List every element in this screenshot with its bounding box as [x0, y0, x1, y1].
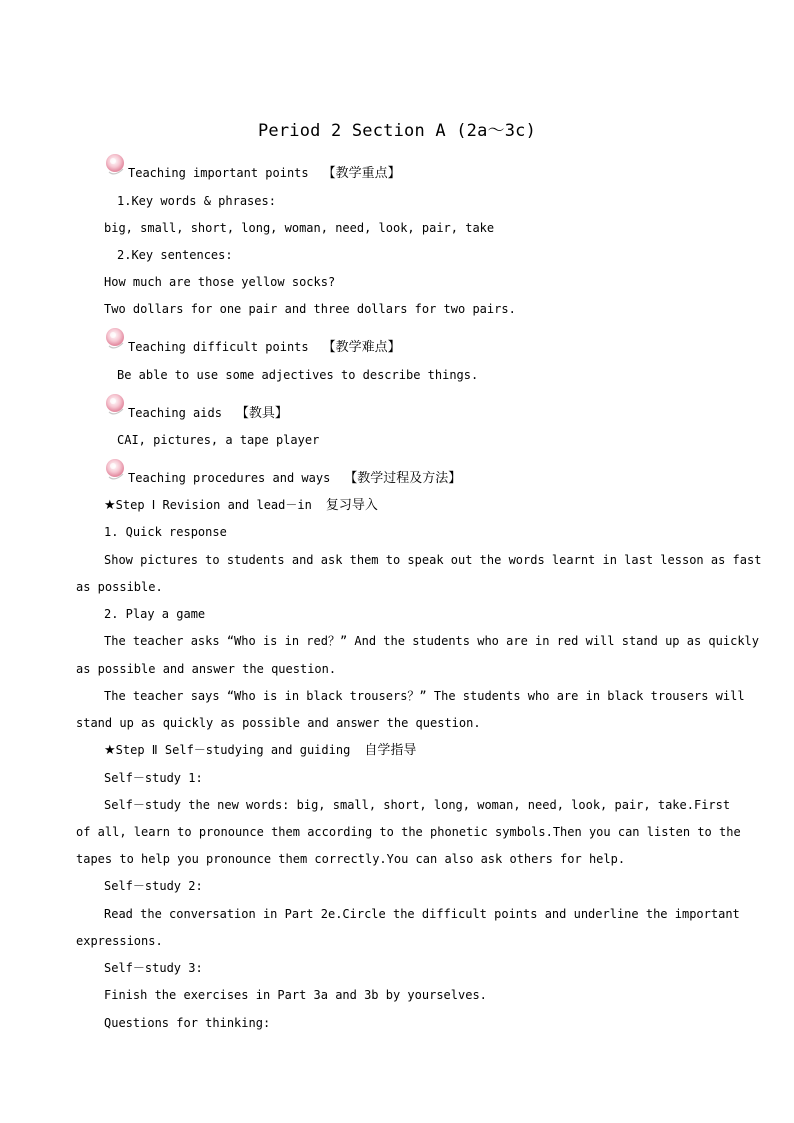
- flower-bullet-icon: [103, 392, 129, 418]
- paragraph-line: expressions.: [76, 934, 163, 948]
- step-label: Step Ⅱ Self－studying and guiding: [115, 743, 351, 757]
- flower-bullet-icon: [103, 326, 129, 352]
- key-sentences-label: 2.Key sentences:: [117, 248, 233, 262]
- paragraph-line: as possible and answer the question.: [76, 662, 337, 676]
- step-label-cn: 复习导入: [325, 498, 378, 513]
- key-sentence: Two dollars for one pair and three dollars for two pairs.: [104, 302, 516, 316]
- section-label-cn: 【教学过程及方法】: [344, 471, 462, 486]
- step-heading: [104, 497, 378, 514]
- key-words-label: 1.Key words & phrases:: [117, 194, 276, 208]
- paragraph-line: Finish the exercises in Part 3a and 3b by yourselves.: [104, 988, 487, 1002]
- section-label-cn: 【教具】: [235, 406, 288, 421]
- section-label: Teaching procedures and ways: [128, 471, 331, 485]
- step-heading: [104, 742, 416, 759]
- star-bullet: ★: [104, 498, 116, 513]
- paragraph-line: Read the conversation in Part 2e.Circle the difficult points and underline the important: [104, 907, 740, 921]
- step-label: Step Ⅰ Revision and lead－in: [115, 498, 312, 512]
- key-words-text: big, small, short, long, woman, need, look, pair, take: [104, 221, 495, 235]
- flower-bullet-icon: [103, 152, 129, 178]
- item-title: 2. Play a game: [104, 607, 206, 621]
- difficult-text: Be able to use some adjectives to describe things.: [117, 368, 479, 382]
- paragraph-line: Show pictures to students and ask them to speak out the words learnt in last lesson as fast: [104, 553, 762, 567]
- paragraph-line: Self－study the new words: big, small, short, long, woman, need, look, pair, take.First: [104, 798, 731, 812]
- paragraph-line: The teacher asks “Who is in red？” And the students who are in red will stand up as quickly: [104, 634, 759, 648]
- self-study-title: Self－study 3:: [104, 961, 203, 975]
- step-label-cn: 自学指导: [364, 743, 417, 758]
- questions-label: Questions for thinking:: [104, 1016, 271, 1030]
- section-label-cn: 【教学重点】: [322, 166, 401, 181]
- self-study-title: Self－study 1:: [104, 771, 203, 785]
- paragraph-line: as possible.: [76, 580, 163, 594]
- key-sentence: How much are those yellow socks?: [104, 275, 336, 289]
- section-label: Teaching aids: [128, 406, 222, 420]
- self-study-title: Self－study 2:: [104, 879, 203, 893]
- aids-text: CAI, pictures, a tape player: [117, 433, 320, 447]
- flower-bullet-icon: [103, 457, 129, 483]
- star-bullet: ★: [104, 743, 116, 758]
- section-label-cn: 【教学难点】: [322, 340, 401, 355]
- paragraph-line: The teacher says “Who is in black trousers？” The students who are in black trousers will: [104, 689, 745, 703]
- paragraph-line: tapes to help you pronounce them correctly.You can also ask others for help.: [76, 852, 626, 866]
- item-title: 1. Quick response: [104, 525, 227, 539]
- section-label: Teaching difficult points: [128, 340, 309, 354]
- section-label: Teaching important points: [128, 166, 309, 180]
- paragraph-line: of all, learn to pronounce them according to the phonetic symbols.Then you can listen to the: [76, 825, 741, 839]
- paragraph-line: stand up as quickly as possible and answer the question.: [76, 716, 481, 730]
- page-title: Period 2 Section A (2a～3c): [257, 121, 537, 141]
